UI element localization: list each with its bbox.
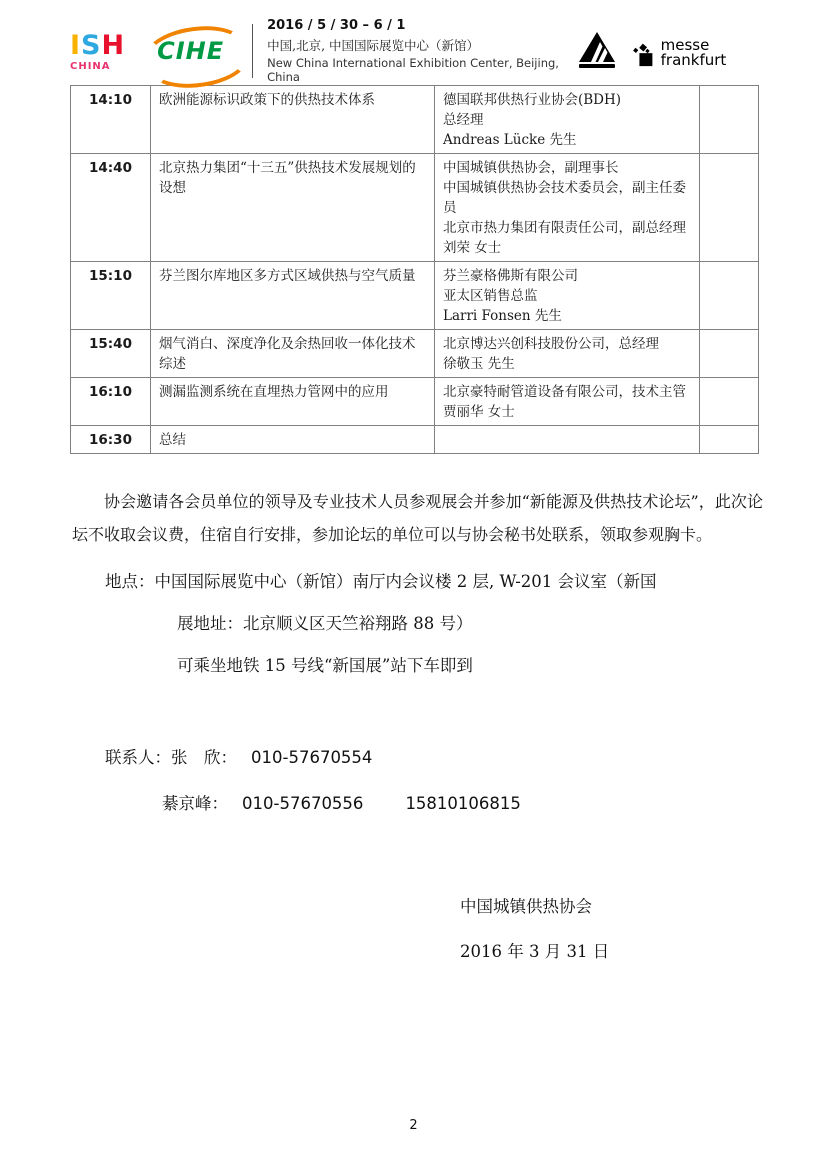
session-note-cell [700,378,759,426]
speaker-line: 中国城镇供热协会，副理事长 [443,160,619,176]
speaker-line: Larri Fonsen 先生 [443,308,562,324]
speaker-line: 徐敬玉 先生 [443,356,515,372]
page-header [70,18,771,84]
venue-chinese: 中国,北京, 中国国际展览中心（新馆） [267,38,480,53]
contact-phone: 010-57670556 [242,794,364,813]
schedule-row [71,262,759,330]
location-block [105,561,827,687]
ish-letter-s: S [81,29,102,61]
header-divider [252,24,253,78]
location-line-1: 地点：中国国际展览中心（新馆）南厅内会议楼 2 层, W-201 会议室（新国 [105,572,657,591]
session-time: 16:10 [71,378,151,426]
location-line-3: 可乘坐地铁 15 号线“新国展”站下车即到 [177,656,473,675]
session-speaker [435,154,700,262]
messe-frankfurt-logo [632,35,771,69]
ish-letter-i: I [70,29,82,61]
signature-date: 2016 年 3 月 31 日 [460,942,610,961]
cihe-logo-text: CIHE [157,37,225,65]
schedule-row [71,330,759,378]
organizer-logo-caption [579,64,615,68]
speaker-line: 刘荣 女士 [443,240,502,256]
session-topic: 北京热力集团“十三五”供热技术发展规划的设想 [151,154,435,262]
session-topic: 烟气消白、深度净化及余热回收一体化技术综述 [151,330,435,378]
speaker-line: 总经理 [443,112,484,128]
speaker-line: 贾丽华 女士 [443,404,515,420]
session-speaker [435,86,700,154]
contact-mobile: 15810106815 [405,794,521,813]
contact-row [162,781,827,827]
contact-name: 张 欣： [171,748,237,767]
session-topic: 总结 [151,426,435,454]
ish-logo-china-label: CHINA [70,60,111,72]
speaker-line: 芬兰豪格佛斯有限公司 [443,268,578,284]
session-time: 14:10 [71,86,151,154]
session-note-cell [700,262,759,330]
session-topic: 欧洲能源标识政策下的供热技术体系 [151,86,435,154]
speaker-line: 德国联邦供热行业协会(BDH) [443,92,622,108]
session-speaker [435,330,700,378]
messe-frankfurt-text: messe frankfurt [660,35,727,69]
speaker-line: 中国城镇供热协会技术委员会，副主任委员 [443,180,686,216]
speaker-line: 北京豪特耐管道设备有限公司，技术主管 [443,384,686,400]
session-note-cell [700,86,759,154]
contacts-label: 联系人： [105,748,171,767]
session-note-cell [700,426,759,454]
session-time: 16:30 [71,426,151,454]
speaker-line: 北京博达兴创科技股份公司，总经理 [443,336,659,352]
signature-block [460,884,609,974]
messe-frankfurt-mark-icon [632,42,654,68]
triangle-mark-icon [578,31,616,63]
contact-phone: 010-57670554 [251,748,373,767]
signature-org: 中国城镇供热协会 [460,897,592,916]
session-topic: 测漏监测系统在直埋热力管网中的应用 [151,378,435,426]
session-time: 15:40 [71,330,151,378]
session-note-cell [700,154,759,262]
session-speaker [435,426,700,454]
speaker-line: 亚太区销售总监 [443,288,538,304]
contacts-block [105,735,827,827]
session-topic: 芬兰图尔库地区多方式区域供热与空气质量 [151,262,435,330]
speaker-line: Andreas Lücke 先生 [443,132,577,148]
ish-logo-letters [70,29,126,61]
ish-letter-h: H [101,29,126,61]
venue-english: New China International Exhibition Center, Beijing, China [267,56,559,84]
schedule-row [71,426,759,454]
page-number: 2 [409,1118,418,1133]
contact-name: 綦京峰： [162,794,228,813]
organizer-triangle-logo [578,31,616,68]
contact-row [105,735,827,781]
speaker-line: 北京市热力集团有限责任公司，副总经理 [443,220,686,236]
header-text-block [267,18,578,84]
session-speaker [435,378,700,426]
invitation-paragraph: 协会邀请各会员单位的领导及专业技术人员参观展会并参加“新能源及供热技术论坛”，此次论坛不收取会议费，住宿自行安排，参加论坛的单位可以与协会秘书处联系，领取参观胸卡。 [72,492,763,544]
session-note-cell [700,330,759,378]
session-time: 15:10 [71,262,151,330]
schedule-table-body [71,86,759,454]
ish-china-logo [70,29,126,72]
schedule-row [71,378,759,426]
location-line-2: 展地址：北京顺义区天竺裕翔路 88 号） [177,614,473,633]
cihe-logo [149,31,232,71]
schedule-row [71,154,759,262]
event-dates: 2016 / 5 / 30 – 6 / 1 [267,18,406,33]
schedule-row [71,86,759,154]
session-time: 14:40 [71,154,151,262]
header-right-logos [578,31,771,72]
session-speaker [435,262,700,330]
schedule-table [70,85,759,454]
